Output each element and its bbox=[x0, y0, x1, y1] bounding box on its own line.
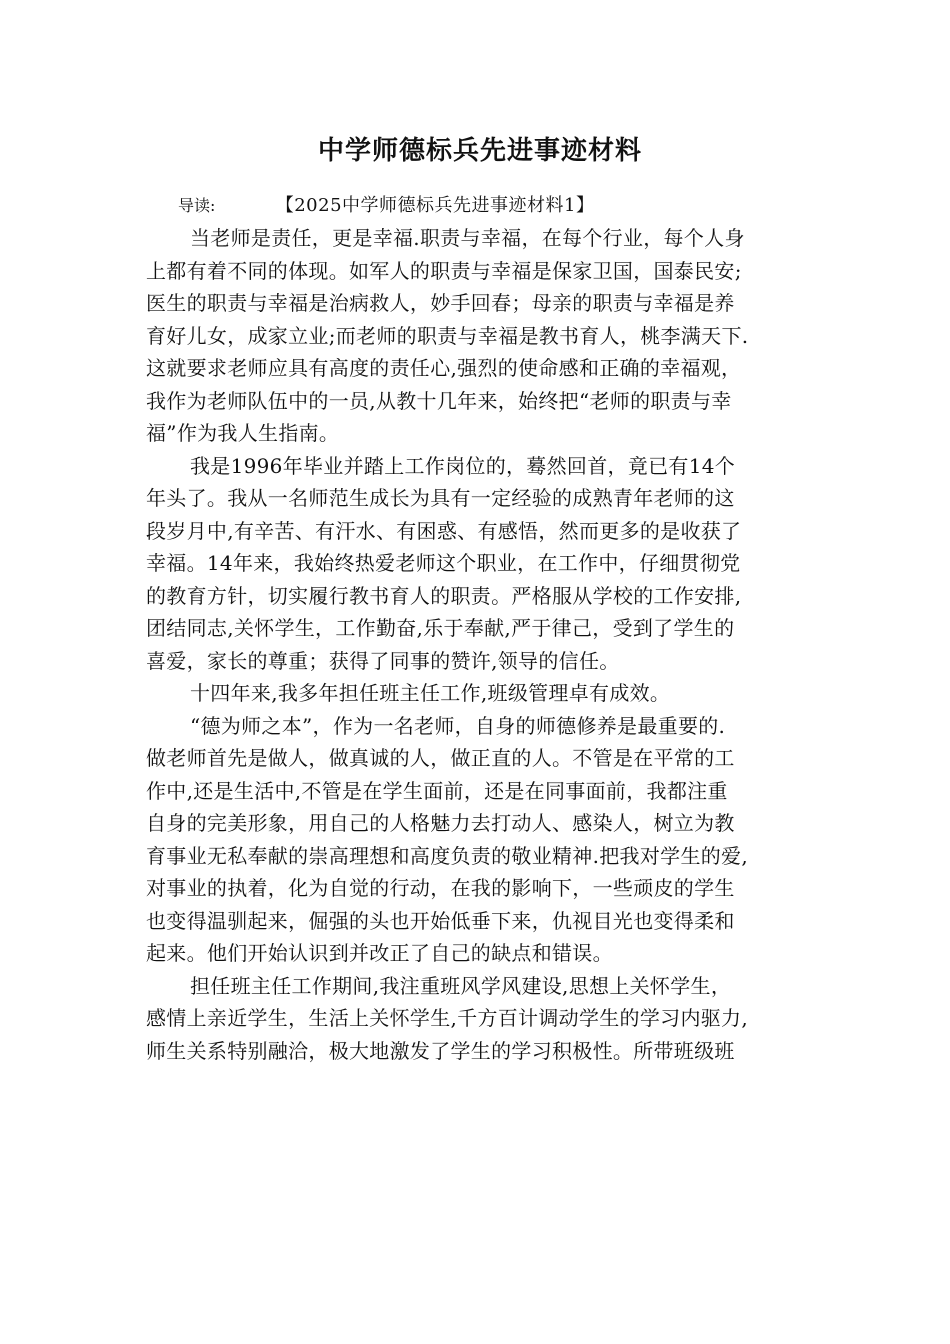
text-line: 育好儿女，成家立业;而老师的职责与幸福是教书育人，桃李满天下. bbox=[146, 323, 749, 348]
paragraph bbox=[146, 450, 810, 678]
intro-value: 【2025中学师德标兵先进事迹材料1】 bbox=[275, 195, 595, 216]
text-line: “德为师之本”，作为一名老师，自身的师德修养是最重要的. bbox=[190, 713, 726, 738]
paragraph bbox=[146, 222, 810, 450]
text-line: 幸福。14年来，我始终热爱老师这个职业，在工作中，仔细贯彻党 bbox=[146, 551, 741, 575]
text-line: 我作为老师队伍中的一员,从教十几年来，始终把“老师的职责与幸 bbox=[146, 388, 732, 413]
text-line: 育事业无私奉献的崇高理想和高度负责的敬业精神.把我对学生的爱, bbox=[146, 843, 749, 868]
text-line: 担任班主任工作期间,我注重班风学风建设,思想上关怀学生， bbox=[190, 973, 732, 998]
text-line: 段岁月中,有辛苦、有汗水、有困惑、有感悟，然而更多的是收获了 bbox=[146, 518, 742, 543]
paragraph bbox=[146, 710, 810, 970]
document-body bbox=[146, 222, 810, 1067]
text-line: 自身的完美形象，用自己的人格魅力去打动人、感染人，树立为教 bbox=[146, 811, 735, 835]
text-line: 的教育方针，切实履行教书育人的职责。严格服从学校的工作安排, bbox=[146, 583, 742, 608]
text-line: 当老师是责任，更是幸福.职责与幸福，在每个行业，每个人身 bbox=[190, 226, 745, 250]
text-line: 团结同志,关怀学生，工作勤奋,乐于奉献,严于律己，受到了学生的 bbox=[146, 616, 735, 640]
paragraph bbox=[146, 970, 810, 1068]
text-line: 福”作为我人生指南。 bbox=[146, 421, 340, 445]
intro-row bbox=[146, 192, 810, 220]
text-line: 医生的职责与幸福是治病救人，妙手回春；母亲的职责与幸福是养 bbox=[146, 291, 735, 315]
text-line: 做老师首先是做人，做真诚的人，做正直的人。不管是在平常的工 bbox=[146, 746, 735, 770]
text-line: 十四年来,我多年担任班主任工作,班级管理卓有成效。 bbox=[190, 681, 671, 705]
text-line: 感情上亲近学生，生活上关怀学生,千方百计调动学生的学习内驱力, bbox=[146, 1006, 749, 1030]
text-line: 对事业的执着，化为自觉的行动，在我的影响下，一些顽皮的学生 bbox=[146, 876, 735, 900]
text-line: 上都有着不同的体现。如军人的职责与幸福是保家卫国，国泰民安; bbox=[146, 258, 742, 283]
text-line: 起来。他们开始认识到并改正了自己的缺点和错误。 bbox=[146, 941, 613, 965]
intro-label: 导读: bbox=[178, 196, 216, 215]
text-line: 喜爱，家长的尊重；获得了同事的赞许,领导的信任。 bbox=[146, 648, 620, 673]
paragraph bbox=[146, 677, 810, 710]
text-line: 师生关系特别融洽，极大地激发了学生的学习积极性。所带班级班 bbox=[146, 1038, 735, 1063]
text-line: 年头了。我从一名师范生成长为具有一定经验的成熟青年老师的这 bbox=[146, 486, 735, 510]
text-line: 我是1996年毕业并踏上工作岗位的，蓦然回首，竟已有14个 bbox=[190, 453, 736, 478]
document-title: 中学师德标兵先进事迹材料 bbox=[317, 136, 642, 166]
text-line: 作中,还是生活中,不管是在学生面前，还是在同事面前，我都注重 bbox=[146, 778, 728, 803]
text-line: 这就要求老师应具有高度的责任心,强烈的使命感和正确的幸福观， bbox=[146, 356, 742, 380]
text-line: 也变得温驯起来，倔强的头也开始低垂下来，仇视目光也变得柔和 bbox=[146, 908, 735, 933]
